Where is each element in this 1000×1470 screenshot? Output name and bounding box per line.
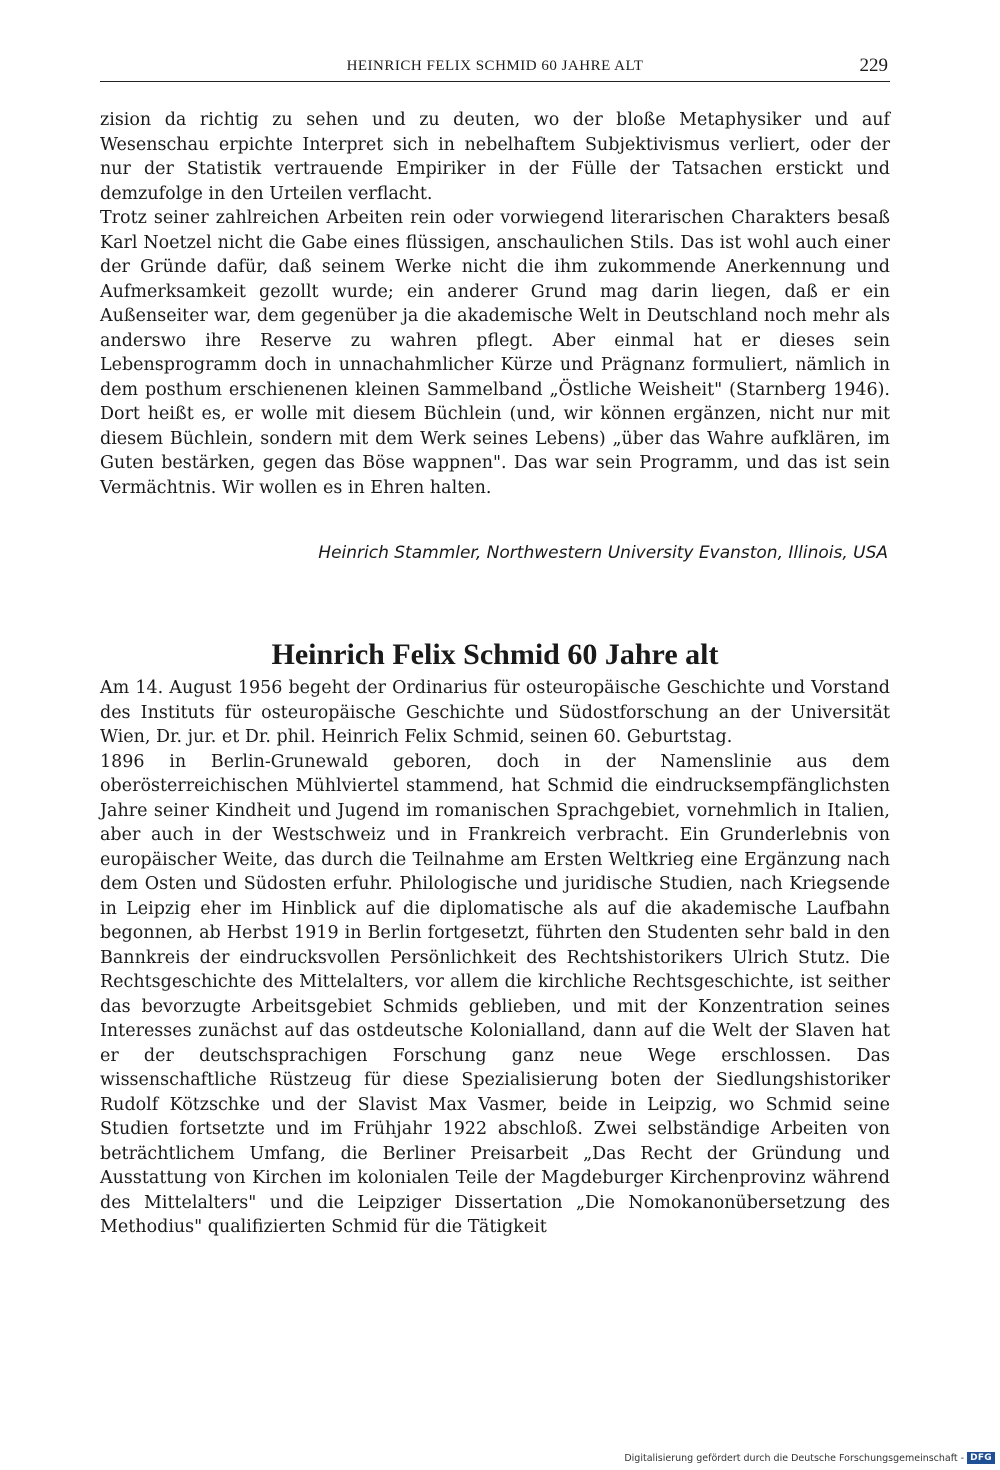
page-number: 229	[859, 55, 888, 76]
footer-text: Digitalisierung gefördert durch die Deutsche Forschungsgemeinschaft -	[624, 1452, 965, 1464]
body-paragraph: Trotz seiner zahlreichen Arbeiten rein oder vorwiegend literarischen Charakters besaß Karl Noetzel nicht die Gabe eines flüssigen, anschaulichen Stils. Das ist wohl auch einer der Gründe dafür, daß seinem Werke nicht die ihm zukommende Anerkennung und Aufmerksamkeit gezollt wurde; ein anderer Grund mag darin liegen, daß er ein Außenseiter war, dem gegenüber ja die akademische Welt in Deutschland noch mehr als anderswo ihre Reserve zu wahren pflegt. Aber einmal hat er dieses sein Lebensprogramm doch in unnachahmlicher Kürze und Prägnanz formuliert, nämlich in dem posthum erschienenen kleinen Sammelband „Östliche Weisheit" (Starnberg 1946). Dort heißt es, er wolle mit diesem Büchlein (und, wir können ergänzen, nicht nur mit diesem Büchlein, sondern mit dem Werk seines Lebens) „über das Wahre aufklären, im Guten bestärken, gegen das Böse wappnen". Das war sein Programm, und das ist sein Vermächtnis. Wir wollen es in Ehren halten.	[100, 208, 890, 498]
body-paragraph: Am 14. August 1956 begeht der Ordinarius für osteuropäische Geschichte und Vorstand des Instituts für osteuropäische Geschichte und Südostforschung an der Universität Wien, Dr. jur. et Dr. phil. Heinrich Felix Schmid, seinen 60. Geburtstag.	[100, 678, 890, 747]
running-head	[100, 55, 890, 82]
running-title: HEINRICH FELIX SCHMID 60 JAHRE ALT	[346, 58, 644, 74]
article-title: Heinrich Felix Schmid 60 Jahre alt	[271, 638, 719, 672]
article-body	[100, 676, 890, 1240]
body-paragraph: zision da richtig zu sehen und zu deuten, wo der bloße Metaphysiker und auf Wesenschau erpichte Interpret sich in nebelhaftem Subjektivismus verliert, oder der nur der Statistik vertrauende Empiriker in der Fülle der Tatsachen erstickt und demzufolge in den Urteilen verflacht.	[100, 110, 890, 204]
author-signature: Heinrich Stammler, Northwestern University Evanston, Illinois, USA	[318, 543, 888, 563]
article-continuation	[100, 108, 890, 500]
digitization-footer	[624, 1452, 995, 1464]
dfg-logo-icon: DFG	[967, 1452, 995, 1464]
body-paragraph: 1896 in Berlin-Grunewald geboren, doch in der Namenslinie aus dem oberösterreichischen Mühlviertel stammend, hat Schmid die eindrucksempfänglichsten Jahre seiner Kindheit und Jugend im romanischen Sprachgebiet, vornehmlich in Italien, aber auch in der Westschweiz und in Frankreich verbracht. Ein Grunderlebnis von europäischer Weite, das durch die Teilnahme am Ersten Weltkrieg eine Ergänzung nach dem Osten und Südosten erfuhr. Philologische und juridische Studien, nach Kriegsende in Leipzig eher im Hinblick auf die diplomatische als auf die akademische Laufbahn begonnen, ab Herbst 1919 in Berlin fortgesetzt, führten den Studenten sehr bald in den Bannkreis der eindrucksvollen Persönlichkeit des Rechtshistorikers Ulrich Stutz. Die Rechtsgeschichte des Mittelalters, vor allem die kirchliche Rechtsgeschichte, ist seither das bevorzugte Arbeitsgebiet Schmids geblieben, und mit der Konzentration seines Interesses zunächst auf das ostdeutsche Kolonialland, dann auf die Welt der Slaven hat er der deutschsprachigen Forschung ganz neue Wege erschlossen. Das wissenschaftliche Rüstzeug für diese Spezialisierung boten der Siedlungshistoriker Rudolf Kötzschke und der Slavist Max Vasmer, beide in Leipzig, wo Schmid seine Studien fortsetzte und im Frühjahr 1922 abschloß. Zwei selbständige Arbeiten von beträchtlichem Umfang, die Berliner Preisarbeit „Das Recht der Gründung und Ausstattung von Kirchen im kolonialen Teile der Magdeburger Kirchenprovinz während des Mittelalters" und die Leipziger Dissertation „Die Nomokanonübersetzung des Methodius" qualifizierten Schmid für die Tätigkeit	[100, 751, 890, 1237]
